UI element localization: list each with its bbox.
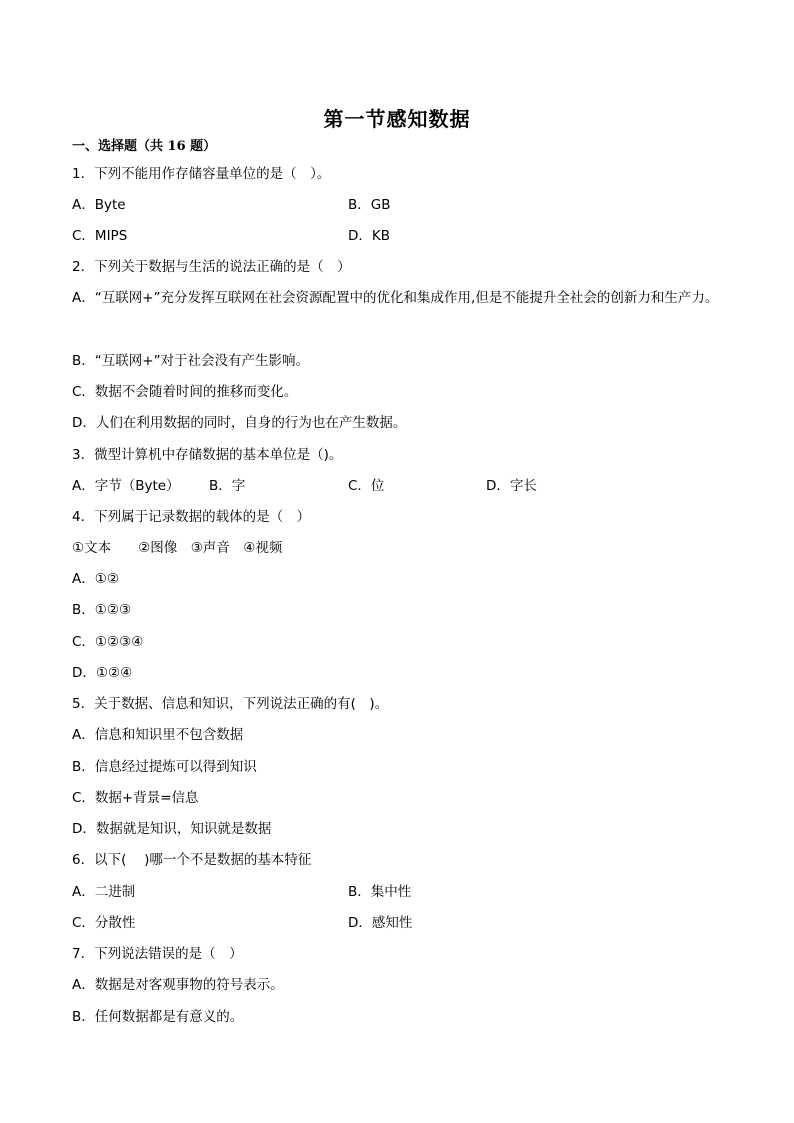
question-2-option-c: C．数据不会随着时间的推移而变化。 — [72, 384, 298, 400]
question-1-option-a: A．Byte — [72, 197, 126, 213]
question-3-option-b: B．字 — [209, 478, 246, 494]
question-4-option-b: B．①②③ — [72, 602, 132, 618]
question-2-option-b: B．“互联网+”对于社会没有产生影响。 — [72, 353, 310, 369]
question-6-option-b: B．集中性 — [348, 884, 412, 900]
question-3-option-d: D．字长 — [486, 478, 537, 494]
question-2-stem: 2．下列关于数据与生活的说法正确的是（ ） — [72, 259, 351, 275]
question-2-option-d: D．人们在利用数据的同时，自身的行为也在产生数据。 — [72, 415, 407, 431]
question-6-option-a: A．二进制 — [72, 884, 136, 900]
question-1-option-b: B．GB — [348, 197, 391, 213]
question-7-option-a: A．数据是对客观事物的符号表示。 — [72, 977, 284, 993]
question-5-option-d: D．数据就是知识，知识就是数据 — [72, 821, 272, 837]
question-5-option-b: B．信息经过提炼可以得到知识 — [72, 759, 257, 775]
page-title: 第一节感知数据 — [323, 107, 471, 131]
question-7-option-b: B．任何数据都是有意义的。 — [72, 1009, 244, 1025]
question-4-stem: 4．下列属于记录数据的载体的是（ ） — [72, 509, 311, 525]
question-4-option-d: D．①②④ — [72, 665, 133, 681]
question-3-option-a: A．字节（Byte） — [72, 478, 180, 494]
question-2-option-a: A．“互联网+”充分发挥互联网在社会资源配置中的优化和集成作用,但是不能提升全社会的创新力和生产力。 — [72, 290, 719, 306]
question-4-items: ①文本 ②图像 ③声音 ④视频 — [72, 540, 283, 556]
question-7-stem: 7．下列说法错误的是（ ） — [72, 946, 243, 962]
question-1-option-c: C．MIPS — [72, 228, 128, 244]
question-5-option-a: A．信息和知识里不包含数据 — [72, 727, 244, 743]
section-heading: 一、选择题（共 16 题） — [72, 139, 217, 154]
question-1-stem: 1．下列不能用作存储容量单位的是（ ）。 — [72, 166, 331, 182]
question-4-option-a: A．①② — [72, 571, 119, 587]
question-4-option-c: C．①②③④ — [72, 634, 144, 650]
question-3-stem: 3．微型计算机中存储数据的基本单位是（)。 — [72, 447, 343, 463]
question-3-option-c: C．位 — [348, 478, 385, 494]
question-6-option-d: D．感知性 — [348, 915, 413, 931]
question-5-option-c: C．数据+背景=信息 — [72, 790, 199, 806]
question-6-option-c: C．分散性 — [72, 915, 136, 931]
question-5-stem: 5．关于数据、信息和知识，下列说法正确的有( )。 — [72, 696, 389, 712]
question-6-stem: 6．以下( )哪一个不是数据的基本特征 — [72, 852, 312, 868]
question-1-option-d: D．KB — [348, 228, 391, 244]
